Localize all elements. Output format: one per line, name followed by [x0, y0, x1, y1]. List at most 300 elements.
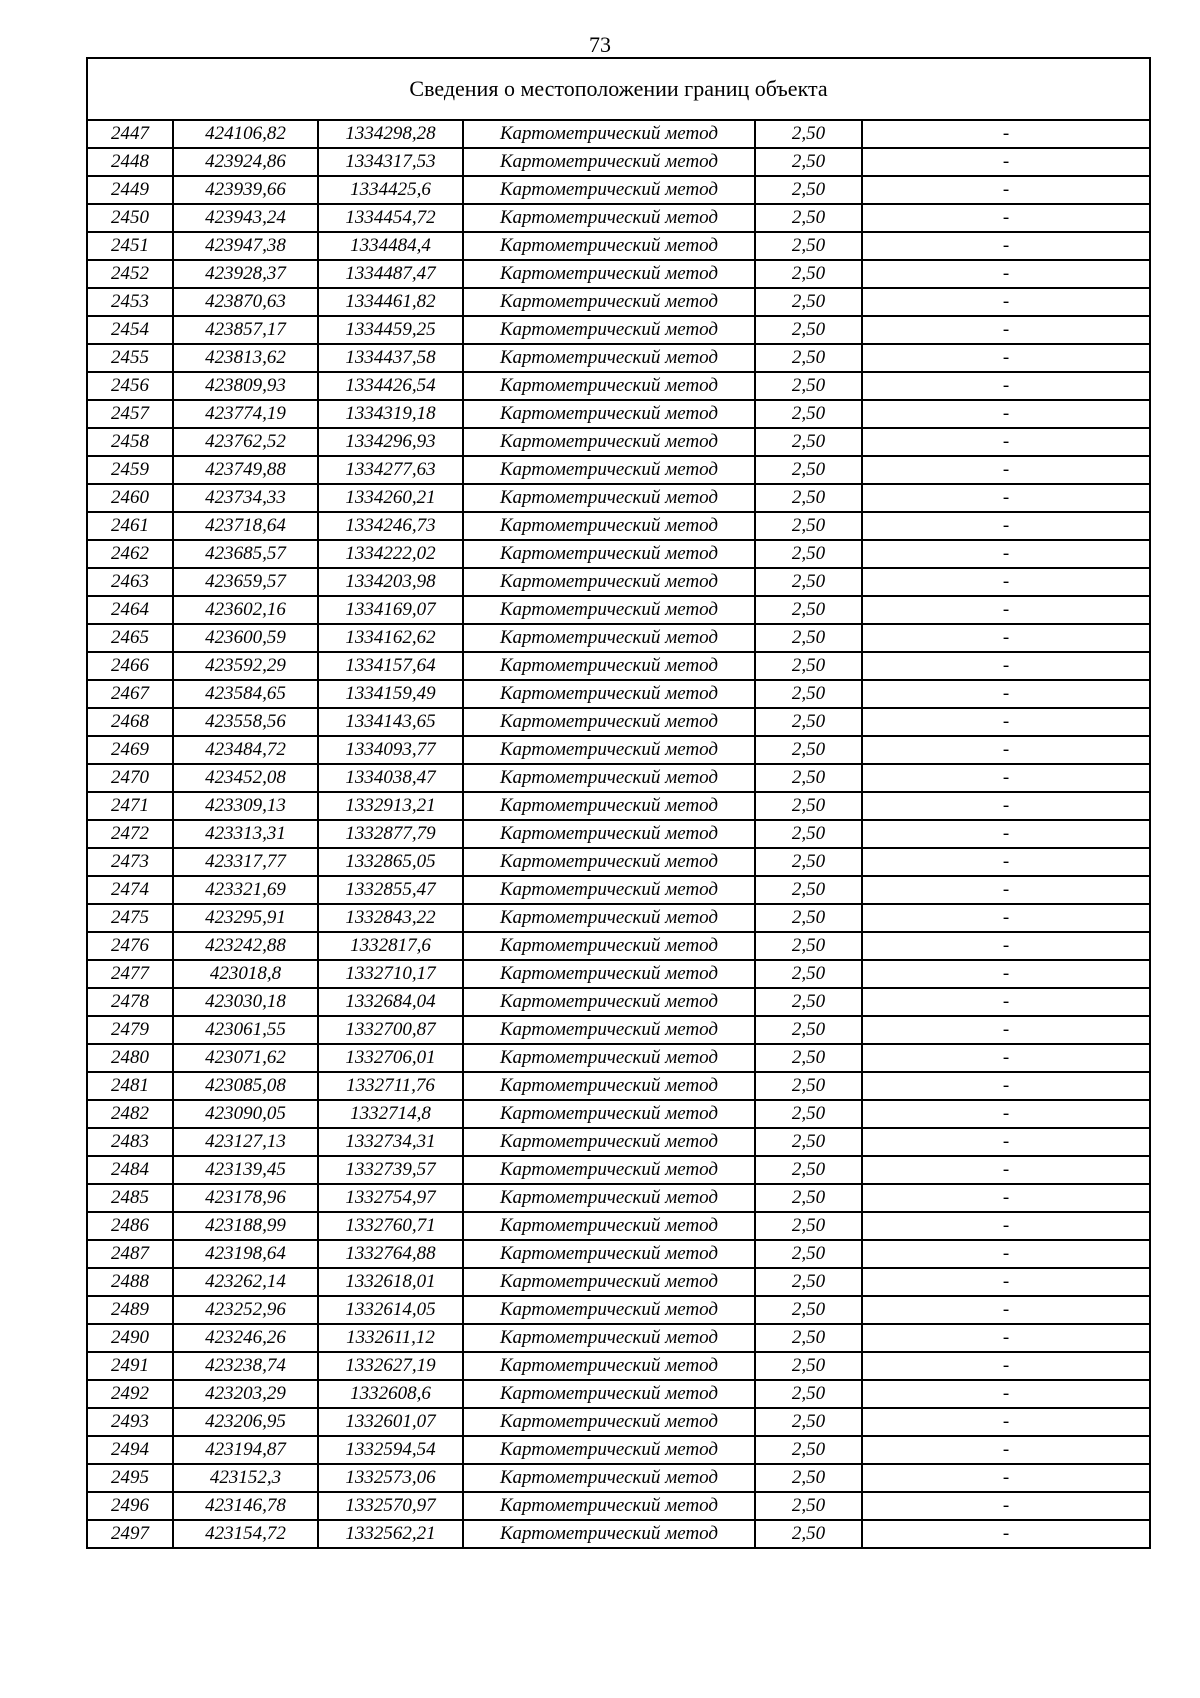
cell-coord-x: 423295,91 — [173, 904, 318, 932]
cell-method: Картометрический метод — [463, 1352, 755, 1380]
table-row — [87, 820, 1150, 848]
cell-coord-x: 423178,96 — [173, 1184, 318, 1212]
cell-coord-y: 1334159,49 — [318, 680, 463, 708]
cell-error-description: - — [862, 736, 1150, 764]
cell-point-number: 2476 — [87, 932, 173, 960]
cell-coord-y: 1334222,02 — [318, 540, 463, 568]
cell-coord-x: 423809,93 — [173, 372, 318, 400]
cell-error-description: - — [862, 428, 1150, 456]
cell-point-number: 2473 — [87, 848, 173, 876]
cell-method: Картометрический метод — [463, 204, 755, 232]
cell-coord-y: 1334143,65 — [318, 708, 463, 736]
cell-accuracy: 2,50 — [755, 316, 862, 344]
table-row — [87, 372, 1150, 400]
cell-coord-y: 1334169,07 — [318, 596, 463, 624]
cell-coord-y: 1334157,64 — [318, 652, 463, 680]
cell-coord-x: 423928,37 — [173, 260, 318, 288]
cell-method: Картометрический метод — [463, 1492, 755, 1520]
table-row — [87, 120, 1150, 148]
cell-accuracy: 2,50 — [755, 624, 862, 652]
cell-accuracy: 2,50 — [755, 568, 862, 596]
table-row — [87, 1268, 1150, 1296]
table-row — [87, 512, 1150, 540]
cell-accuracy: 2,50 — [755, 1240, 862, 1268]
table-row — [87, 792, 1150, 820]
cell-error-description: - — [862, 512, 1150, 540]
table-row — [87, 1240, 1150, 1268]
cell-method: Картометрический метод — [463, 344, 755, 372]
cell-coord-y: 1334426,54 — [318, 372, 463, 400]
cell-point-number: 2494 — [87, 1436, 173, 1464]
table-row — [87, 1072, 1150, 1100]
cell-method: Картометрический метод — [463, 540, 755, 568]
cell-coord-y: 1334260,21 — [318, 484, 463, 512]
cell-method: Картометрический метод — [463, 1520, 755, 1548]
cell-method: Картометрический метод — [463, 680, 755, 708]
cell-coord-x: 423317,77 — [173, 848, 318, 876]
cell-error-description: - — [862, 1072, 1150, 1100]
cell-point-number: 2496 — [87, 1492, 173, 1520]
cell-coord-x: 423718,64 — [173, 512, 318, 540]
table-row — [87, 1352, 1150, 1380]
cell-point-number: 2486 — [87, 1212, 173, 1240]
table-row — [87, 1380, 1150, 1408]
cell-point-number: 2471 — [87, 792, 173, 820]
table-row — [87, 316, 1150, 344]
cell-coord-y: 1334277,63 — [318, 456, 463, 484]
cell-coord-x: 423584,65 — [173, 680, 318, 708]
cell-point-number: 2448 — [87, 148, 173, 176]
table-row — [87, 960, 1150, 988]
cell-method: Картометрический метод — [463, 400, 755, 428]
table-row — [87, 568, 1150, 596]
cell-method: Картометрический метод — [463, 904, 755, 932]
cell-error-description: - — [862, 624, 1150, 652]
cell-coord-x: 423152,3 — [173, 1464, 318, 1492]
cell-accuracy: 2,50 — [755, 960, 862, 988]
cell-coord-y: 1332627,19 — [318, 1352, 463, 1380]
cell-coord-x: 423943,24 — [173, 204, 318, 232]
cell-coord-x: 423600,59 — [173, 624, 318, 652]
table-row — [87, 932, 1150, 960]
cell-method: Картометрический метод — [463, 820, 755, 848]
cell-accuracy: 2,50 — [755, 1436, 862, 1464]
cell-accuracy: 2,50 — [755, 484, 862, 512]
table-row — [87, 904, 1150, 932]
cell-method: Картометрический метод — [463, 512, 755, 540]
cell-point-number: 2457 — [87, 400, 173, 428]
cell-coord-y: 1332754,97 — [318, 1184, 463, 1212]
cell-accuracy: 2,50 — [755, 288, 862, 316]
cell-coord-x: 423127,13 — [173, 1128, 318, 1156]
cell-error-description: - — [862, 540, 1150, 568]
cell-point-number: 2484 — [87, 1156, 173, 1184]
cell-error-description: - — [862, 568, 1150, 596]
cell-error-description: - — [862, 1408, 1150, 1436]
cell-error-description: - — [862, 1100, 1150, 1128]
cell-error-description: - — [862, 484, 1150, 512]
table-header-row — [87, 58, 1150, 120]
cell-error-description: - — [862, 988, 1150, 1016]
cell-accuracy: 2,50 — [755, 1156, 862, 1184]
cell-point-number: 2463 — [87, 568, 173, 596]
cell-coord-y: 1332817,6 — [318, 932, 463, 960]
cell-coord-x: 423090,05 — [173, 1100, 318, 1128]
cell-error-description: - — [862, 1044, 1150, 1072]
cell-error-description: - — [862, 176, 1150, 204]
cell-coord-x: 423313,31 — [173, 820, 318, 848]
cell-accuracy: 2,50 — [755, 848, 862, 876]
table-row — [87, 596, 1150, 624]
cell-coord-y: 1334296,93 — [318, 428, 463, 456]
cell-point-number: 2474 — [87, 876, 173, 904]
cell-coord-y: 1332614,05 — [318, 1296, 463, 1324]
cell-error-description: - — [862, 1156, 1150, 1184]
cell-accuracy: 2,50 — [755, 1492, 862, 1520]
cell-point-number: 2481 — [87, 1072, 173, 1100]
cell-error-description: - — [862, 1436, 1150, 1464]
table-row — [87, 540, 1150, 568]
cell-coord-x: 423262,14 — [173, 1268, 318, 1296]
table-row — [87, 708, 1150, 736]
table-row — [87, 764, 1150, 792]
table-row — [87, 1156, 1150, 1184]
cell-point-number: 2497 — [87, 1520, 173, 1548]
cell-error-description: - — [862, 1520, 1150, 1548]
cell-error-description: - — [862, 1016, 1150, 1044]
cell-coord-y: 1334298,28 — [318, 120, 463, 148]
cell-point-number: 2468 — [87, 708, 173, 736]
cell-accuracy: 2,50 — [755, 1072, 862, 1100]
cell-error-description: - — [862, 232, 1150, 260]
cell-coord-y: 1332877,79 — [318, 820, 463, 848]
table-row — [87, 1100, 1150, 1128]
cell-point-number: 2492 — [87, 1380, 173, 1408]
cell-point-number: 2460 — [87, 484, 173, 512]
cell-point-number: 2485 — [87, 1184, 173, 1212]
cell-point-number: 2488 — [87, 1268, 173, 1296]
cell-method: Картометрический метод — [463, 1184, 755, 1212]
cell-method: Картометрический метод — [463, 1408, 755, 1436]
cell-method: Картометрический метод — [463, 848, 755, 876]
table-row — [87, 624, 1150, 652]
table-row — [87, 1044, 1150, 1072]
cell-coord-x: 423659,57 — [173, 568, 318, 596]
cell-method: Картометрический метод — [463, 484, 755, 512]
cell-accuracy: 2,50 — [755, 1408, 862, 1436]
cell-method: Картометрический метод — [463, 1436, 755, 1464]
cell-coord-y: 1332865,05 — [318, 848, 463, 876]
cell-method: Картометрический метод — [463, 568, 755, 596]
cell-error-description: - — [862, 1296, 1150, 1324]
cell-error-description: - — [862, 708, 1150, 736]
cell-coord-y: 1332570,97 — [318, 1492, 463, 1520]
cell-coord-x: 423484,72 — [173, 736, 318, 764]
cell-method: Картометрический метод — [463, 736, 755, 764]
cell-coord-y: 1332700,87 — [318, 1016, 463, 1044]
cell-coord-x: 423188,99 — [173, 1212, 318, 1240]
cell-point-number: 2466 — [87, 652, 173, 680]
cell-method: Картометрический метод — [463, 1128, 755, 1156]
cell-point-number: 2483 — [87, 1128, 173, 1156]
cell-error-description: - — [862, 652, 1150, 680]
cell-point-number: 2462 — [87, 540, 173, 568]
cell-coord-y: 1334246,73 — [318, 512, 463, 540]
cell-point-number: 2470 — [87, 764, 173, 792]
cell-method: Картометрический метод — [463, 148, 755, 176]
cell-point-number: 2478 — [87, 988, 173, 1016]
cell-coord-x: 423924,86 — [173, 148, 318, 176]
cell-coord-y: 1332734,31 — [318, 1128, 463, 1156]
cell-method: Картометрический метод — [463, 596, 755, 624]
cell-coord-y: 1332714,8 — [318, 1100, 463, 1128]
cell-accuracy: 2,50 — [755, 792, 862, 820]
cell-accuracy: 2,50 — [755, 1296, 862, 1324]
cell-method: Картометрический метод — [463, 1156, 755, 1184]
cell-coord-y: 1332855,47 — [318, 876, 463, 904]
cell-coord-x: 423206,95 — [173, 1408, 318, 1436]
cell-method: Картометрический метод — [463, 1464, 755, 1492]
cell-method: Картометрический метод — [463, 708, 755, 736]
table-row — [87, 1016, 1150, 1044]
cell-error-description: - — [862, 876, 1150, 904]
boundary-coordinates-table — [86, 57, 1151, 1549]
cell-point-number: 2452 — [87, 260, 173, 288]
cell-coord-x: 423870,63 — [173, 288, 318, 316]
cell-coord-x: 423238,74 — [173, 1352, 318, 1380]
cell-accuracy: 2,50 — [755, 344, 862, 372]
table-row — [87, 1296, 1150, 1324]
cell-accuracy: 2,50 — [755, 540, 862, 568]
cell-error-description: - — [862, 1184, 1150, 1212]
cell-error-description: - — [862, 1380, 1150, 1408]
cell-method: Картометрический метод — [463, 428, 755, 456]
cell-method: Картометрический метод — [463, 1072, 755, 1100]
cell-coord-x: 423030,18 — [173, 988, 318, 1016]
cell-method: Картометрический метод — [463, 1380, 755, 1408]
cell-error-description: - — [862, 1492, 1150, 1520]
cell-accuracy: 2,50 — [755, 764, 862, 792]
cell-error-description: - — [862, 288, 1150, 316]
cell-coord-y: 1334093,77 — [318, 736, 463, 764]
cell-error-description: - — [862, 596, 1150, 624]
cell-coord-x: 423194,87 — [173, 1436, 318, 1464]
table-row — [87, 848, 1150, 876]
cell-error-description: - — [862, 260, 1150, 288]
table-row — [87, 1212, 1150, 1240]
table-row — [87, 1492, 1150, 1520]
cell-point-number: 2490 — [87, 1324, 173, 1352]
cell-coord-y: 1332601,07 — [318, 1408, 463, 1436]
cell-accuracy: 2,50 — [755, 876, 862, 904]
cell-error-description: - — [862, 904, 1150, 932]
cell-accuracy: 2,50 — [755, 1100, 862, 1128]
cell-coord-x: 423061,55 — [173, 1016, 318, 1044]
cell-coord-x: 423762,52 — [173, 428, 318, 456]
cell-accuracy: 2,50 — [755, 1044, 862, 1072]
cell-method: Картометрический метод — [463, 1268, 755, 1296]
table-row — [87, 1408, 1150, 1436]
cell-method: Картометрический метод — [463, 120, 755, 148]
cell-method: Картометрический метод — [463, 1324, 755, 1352]
cell-coord-x: 423947,38 — [173, 232, 318, 260]
cell-coord-x: 423085,08 — [173, 1072, 318, 1100]
cell-accuracy: 2,50 — [755, 372, 862, 400]
cell-point-number: 2493 — [87, 1408, 173, 1436]
cell-point-number: 2480 — [87, 1044, 173, 1072]
cell-accuracy: 2,50 — [755, 400, 862, 428]
cell-coord-y: 1332764,88 — [318, 1240, 463, 1268]
cell-point-number: 2495 — [87, 1464, 173, 1492]
cell-accuracy: 2,50 — [755, 1128, 862, 1156]
cell-coord-y: 1334454,72 — [318, 204, 463, 232]
cell-coord-x: 423309,13 — [173, 792, 318, 820]
cell-point-number: 2454 — [87, 316, 173, 344]
table-row — [87, 1436, 1150, 1464]
cell-accuracy: 2,50 — [755, 428, 862, 456]
cell-accuracy: 2,50 — [755, 120, 862, 148]
cell-coord-y: 1332760,71 — [318, 1212, 463, 1240]
cell-accuracy: 2,50 — [755, 456, 862, 484]
cell-error-description: - — [862, 960, 1150, 988]
cell-point-number: 2487 — [87, 1240, 173, 1268]
cell-point-number: 2455 — [87, 344, 173, 372]
cell-accuracy: 2,50 — [755, 1352, 862, 1380]
cell-point-number: 2479 — [87, 1016, 173, 1044]
cell-point-number: 2451 — [87, 232, 173, 260]
cell-point-number: 2447 — [87, 120, 173, 148]
cell-point-number: 2477 — [87, 960, 173, 988]
cell-accuracy: 2,50 — [755, 148, 862, 176]
cell-accuracy: 2,50 — [755, 1464, 862, 1492]
cell-method: Картометрический метод — [463, 372, 755, 400]
table-row — [87, 680, 1150, 708]
cell-method: Картометрический метод — [463, 260, 755, 288]
cell-accuracy: 2,50 — [755, 232, 862, 260]
table-row — [87, 260, 1150, 288]
cell-error-description: - — [862, 1352, 1150, 1380]
cell-error-description: - — [862, 344, 1150, 372]
cell-accuracy: 2,50 — [755, 904, 862, 932]
cell-error-description: - — [862, 372, 1150, 400]
cell-error-description: - — [862, 680, 1150, 708]
table-row — [87, 288, 1150, 316]
cell-accuracy: 2,50 — [755, 820, 862, 848]
cell-method: Картометрический метод — [463, 876, 755, 904]
cell-point-number: 2461 — [87, 512, 173, 540]
cell-error-description: - — [862, 316, 1150, 344]
cell-coord-x: 423592,29 — [173, 652, 318, 680]
cell-coord-y: 1332611,12 — [318, 1324, 463, 1352]
cell-coord-x: 423198,64 — [173, 1240, 318, 1268]
cell-method: Картометрический метод — [463, 1044, 755, 1072]
cell-method: Картометрический метод — [463, 1240, 755, 1268]
cell-accuracy: 2,50 — [755, 1380, 862, 1408]
table-row — [87, 1128, 1150, 1156]
table-row — [87, 232, 1150, 260]
cell-coord-x: 423071,62 — [173, 1044, 318, 1072]
cell-method: Картометрический метод — [463, 232, 755, 260]
cell-accuracy: 2,50 — [755, 1016, 862, 1044]
cell-point-number: 2464 — [87, 596, 173, 624]
cell-coord-y: 1334319,18 — [318, 400, 463, 428]
cell-method: Картометрический метод — [463, 764, 755, 792]
cell-point-number: 2459 — [87, 456, 173, 484]
cell-error-description: - — [862, 456, 1150, 484]
cell-error-description: - — [862, 1464, 1150, 1492]
table-row — [87, 176, 1150, 204]
cell-method: Картометрический метод — [463, 624, 755, 652]
cell-method: Картометрический метод — [463, 288, 755, 316]
cell-coord-y: 1332913,21 — [318, 792, 463, 820]
cell-method: Картометрический метод — [463, 1212, 755, 1240]
cell-coord-x: 423558,56 — [173, 708, 318, 736]
cell-accuracy: 2,50 — [755, 1184, 862, 1212]
table-row — [87, 1520, 1150, 1548]
cell-accuracy: 2,50 — [755, 512, 862, 540]
table-row — [87, 988, 1150, 1016]
table-row — [87, 204, 1150, 232]
table-body — [87, 58, 1150, 1548]
cell-coord-x: 423242,88 — [173, 932, 318, 960]
cell-method: Картометрический метод — [463, 932, 755, 960]
cell-coord-y: 1332684,04 — [318, 988, 463, 1016]
cell-coord-y: 1332843,22 — [318, 904, 463, 932]
cell-error-description: - — [862, 400, 1150, 428]
table-row — [87, 652, 1150, 680]
cell-coord-x: 423939,66 — [173, 176, 318, 204]
cell-coord-y: 1334487,47 — [318, 260, 463, 288]
cell-coord-x: 424106,82 — [173, 120, 318, 148]
cell-accuracy: 2,50 — [755, 932, 862, 960]
table-row — [87, 400, 1150, 428]
cell-coord-y: 1332739,57 — [318, 1156, 463, 1184]
cell-coord-y: 1334425,6 — [318, 176, 463, 204]
cell-coord-x: 423685,57 — [173, 540, 318, 568]
cell-accuracy: 2,50 — [755, 680, 862, 708]
cell-coord-x: 423018,8 — [173, 960, 318, 988]
cell-error-description: - — [862, 1324, 1150, 1352]
cell-coord-y: 1334203,98 — [318, 568, 463, 596]
table-row — [87, 1464, 1150, 1492]
cell-method: Картометрический метод — [463, 1296, 755, 1324]
table-title: Сведения о местоположении границ объекта — [87, 58, 1150, 120]
cell-point-number: 2475 — [87, 904, 173, 932]
table-row — [87, 1184, 1150, 1212]
cell-coord-x: 423203,29 — [173, 1380, 318, 1408]
cell-accuracy: 2,50 — [755, 596, 862, 624]
table-row — [87, 736, 1150, 764]
cell-method: Картометрический метод — [463, 1016, 755, 1044]
cell-accuracy: 2,50 — [755, 260, 862, 288]
cell-point-number: 2458 — [87, 428, 173, 456]
cell-point-number: 2453 — [87, 288, 173, 316]
cell-method: Картометрический метод — [463, 316, 755, 344]
cell-accuracy: 2,50 — [755, 1520, 862, 1548]
table-row — [87, 484, 1150, 512]
cell-method: Картометрический метод — [463, 652, 755, 680]
cell-coord-x: 423139,45 — [173, 1156, 318, 1184]
cell-error-description: - — [862, 820, 1150, 848]
cell-method: Картометрический метод — [463, 792, 755, 820]
cell-coord-x: 423452,08 — [173, 764, 318, 792]
cell-point-number: 2465 — [87, 624, 173, 652]
cell-coord-x: 423602,16 — [173, 596, 318, 624]
cell-point-number: 2469 — [87, 736, 173, 764]
table-row — [87, 148, 1150, 176]
cell-coord-x: 423749,88 — [173, 456, 318, 484]
cell-coord-x: 423813,62 — [173, 344, 318, 372]
